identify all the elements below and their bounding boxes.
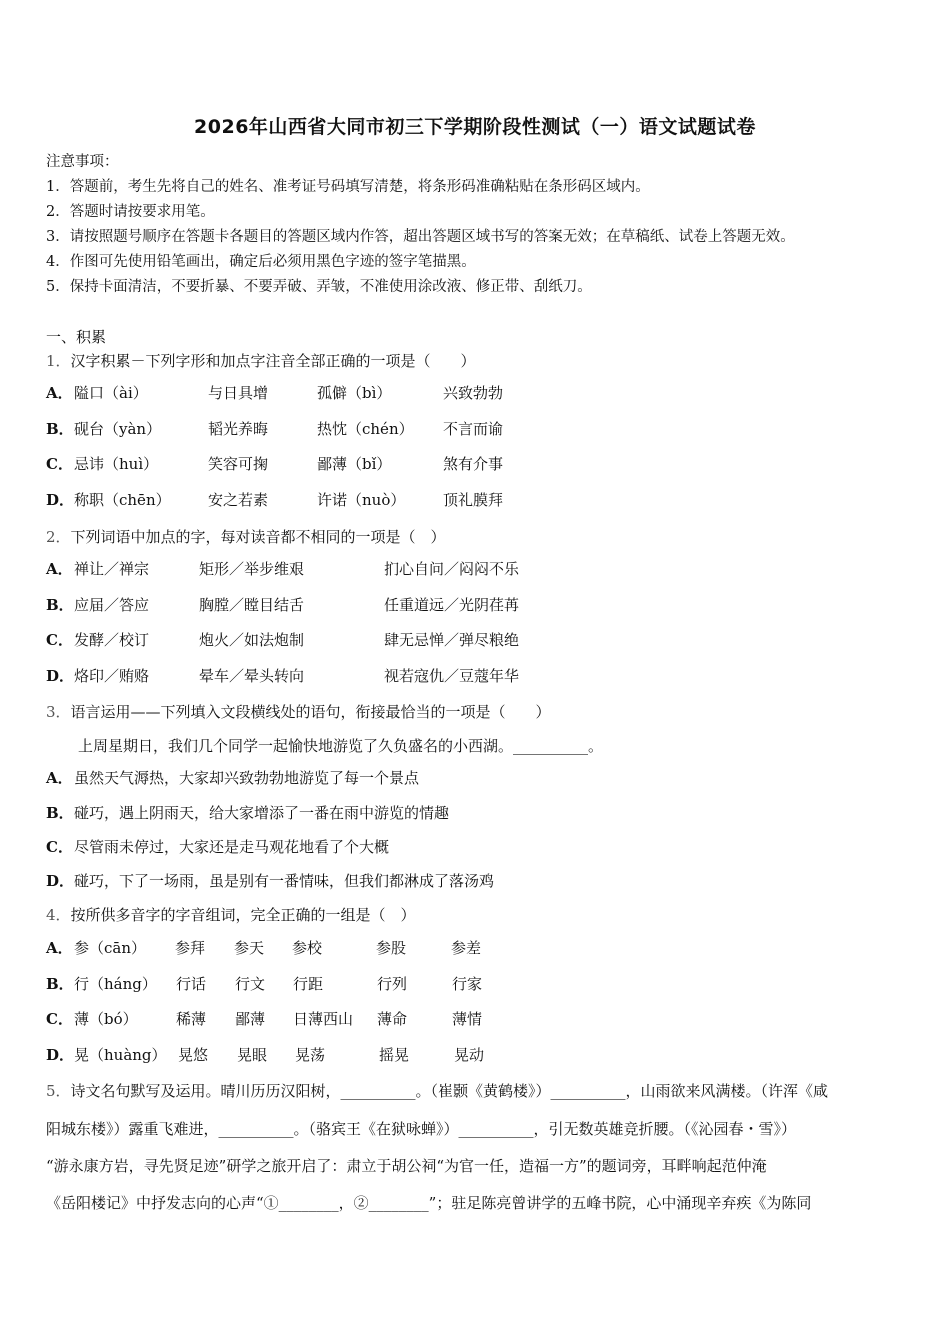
option-cell: 肆无忌惮／弹尽粮绝 xyxy=(384,631,520,649)
note-item: 4．作图可先使用铅笔画出，确定后必须用黑色字迹的签字笔描黑。 xyxy=(46,254,476,270)
option-cell: 扪心自问／闷闷不乐 xyxy=(384,560,520,578)
question-5-line: 《岳阳楼记》中抒发志向的心声“①________，②________”；驻足陈亮曾讲学的五峰书院，心中涌现辛弃疾《为陈同 xyxy=(46,1194,812,1212)
question-number: 2． xyxy=(46,528,71,546)
option-cell: 顶礼膜拜 xyxy=(443,491,504,509)
note-item: 3．请按照题号顺序在答题卡各题目的答题区域内作答，超出答题区域书写的答案无效；在草稿纸、试卷上答题无效。 xyxy=(46,229,795,245)
option-cell: 不言而谕 xyxy=(443,420,504,438)
option-cell: 晃眼 xyxy=(237,1046,268,1064)
option-label: D． xyxy=(46,491,75,509)
option-cell: 鄙薄 xyxy=(235,1010,266,1028)
option-cell: 摇晃 xyxy=(379,1046,410,1064)
question-number: 1． xyxy=(46,352,71,370)
option-label: A． xyxy=(46,939,73,957)
option-cell: 与日具增 xyxy=(208,384,269,402)
question-5-line xyxy=(46,1081,828,1101)
option-label: C． xyxy=(46,1010,73,1028)
option-label: B． xyxy=(46,804,74,822)
option-label: D． xyxy=(46,667,75,685)
option-cell: 韬光养晦 xyxy=(208,420,269,438)
option-cell: 薄（bó） xyxy=(74,1010,138,1028)
option-text: 虽然天气溽热，大家却兴致勃勃地游览了每一个景点 xyxy=(74,769,420,787)
option-label: C． xyxy=(46,838,73,856)
option-cell: 矩形／举步维艰 xyxy=(199,560,305,578)
option-cell: 应届／答应 xyxy=(74,596,150,614)
page-title: 2026年山西省大同市初三下学期阶段性测试（一）语文试题试卷 xyxy=(194,116,756,138)
question-number: 4． xyxy=(46,906,71,924)
option-cell: 参天 xyxy=(234,939,265,957)
option-cell: 晃荡 xyxy=(295,1046,326,1064)
option-cell: 行家 xyxy=(452,975,483,993)
question-text: 按所供多音字的字音组词，完全正确的一组是（ ） xyxy=(70,906,416,924)
option-cell: 胸膛／瞠目结舌 xyxy=(199,596,305,614)
note-item: 5．保持卡面清洁，不要折暴、不要弄破、弄皱，不准使用涂改液、修正带、刮纸刀。 xyxy=(46,279,592,295)
section-heading: 一、积累 xyxy=(46,328,107,346)
option-cell: 笑容可掬 xyxy=(208,455,269,473)
question-2-stem xyxy=(46,527,446,547)
question-number: 3． xyxy=(46,703,71,721)
question-text: 诗文名句默写及运用。晴川历历汉阳树，__________。（崔颢《黄鹤楼》）__________，山雨欲来风满楼。（许浑《咸 xyxy=(70,1082,829,1100)
option-label: C． xyxy=(46,455,73,473)
option-cell: 行（háng） xyxy=(74,975,157,993)
option-label: A． xyxy=(46,769,73,787)
option-cell: 日薄西山 xyxy=(293,1010,354,1028)
question-3-stem xyxy=(46,702,551,722)
option-cell: 鄙薄（bǐ） xyxy=(317,455,392,473)
option-cell: 隘口（ài） xyxy=(74,384,148,402)
option-cell: 炮火／如法炮制 xyxy=(199,631,305,649)
option-label: D． xyxy=(46,1046,75,1064)
option-cell: 禅让／禅宗 xyxy=(74,560,150,578)
question-text: 语言运用——下列填入文段横线处的语句，衔接最恰当的一项是（ ） xyxy=(70,703,551,721)
option-cell: 安之若素 xyxy=(208,491,269,509)
option-cell: 晃悠 xyxy=(178,1046,209,1064)
question-4-stem xyxy=(46,905,416,925)
option-cell: 兴致勃勃 xyxy=(443,384,504,402)
option-cell: 烙印／贿赂 xyxy=(74,667,150,685)
option-label: B． xyxy=(46,975,74,993)
q3-passage: 上周星期日，我们几个同学一起愉快地游览了久负盛名的小西湖。__________。 xyxy=(78,737,604,755)
question-5-line: “游永康方岩，寻先贤足迹”研学之旅开启了：肃立于胡公祠“为官一任，造福一方”的题词旁，耳畔响起范仲淹 xyxy=(46,1157,767,1175)
option-cell: 晕车／晕头转向 xyxy=(199,667,305,685)
option-label: A． xyxy=(46,560,73,578)
option-cell: 参股 xyxy=(376,939,407,957)
option-cell: 行列 xyxy=(377,975,408,993)
option-cell: 孤僻（bì） xyxy=(317,384,392,402)
option-cell: 称职（chēn） xyxy=(74,491,171,509)
option-label: C． xyxy=(46,631,73,649)
option-text: 碰巧，下了一场雨，虽是别有一番情味，但我们都淋成了落汤鸡 xyxy=(74,872,495,890)
option-cell: 晃动 xyxy=(454,1046,485,1064)
option-cell: 参差 xyxy=(451,939,482,957)
option-cell: 发酵／校订 xyxy=(74,631,150,649)
option-label: B． xyxy=(46,420,74,438)
option-cell: 视若寇仇／豆蔻年华 xyxy=(384,667,520,685)
option-cell: 砚台（yàn） xyxy=(74,420,162,438)
note-item: 2．答题时请按要求用笔。 xyxy=(46,204,215,220)
notes-heading: 注意事项： xyxy=(46,154,119,170)
option-cell: 参拜 xyxy=(175,939,206,957)
option-cell: 薄命 xyxy=(377,1010,408,1028)
option-cell: 晃（huàng） xyxy=(74,1046,167,1064)
option-cell: 行话 xyxy=(176,975,207,993)
option-label: B． xyxy=(46,596,74,614)
option-cell: 稀薄 xyxy=(176,1010,207,1028)
option-label: D． xyxy=(46,872,75,890)
option-text: 尽管雨未停过，大家还是走马观花地看了个大概 xyxy=(74,838,390,856)
option-cell: 行文 xyxy=(235,975,266,993)
option-cell: 行距 xyxy=(293,975,324,993)
question-number: 5． xyxy=(46,1082,71,1100)
note-item: 1．答题前，考生先将自己的姓名、准考证号码填写清楚，将条形码准确粘贴在条形码区域内。 xyxy=(46,179,650,195)
option-cell: 忌讳（huì） xyxy=(74,455,159,473)
option-cell: 薄情 xyxy=(452,1010,483,1028)
question-1-stem xyxy=(46,351,476,371)
option-cell: 参（cān） xyxy=(74,939,147,957)
option-cell: 许诺（nuò） xyxy=(317,491,406,509)
option-cell: 热忱（chén） xyxy=(317,420,414,438)
option-cell: 煞有介事 xyxy=(443,455,504,473)
question-text: 下列词语中加点的字，每对读音都不相同的一项是（ ） xyxy=(70,528,446,546)
option-text: 碰巧，遇上阴雨天，给大家增添了一番在雨中游览的情趣 xyxy=(74,804,450,822)
option-cell: 参校 xyxy=(292,939,323,957)
option-cell: 任重道远／光阴荏苒 xyxy=(384,596,520,614)
option-label: A． xyxy=(46,384,73,402)
question-text: 汉字积累－下列字形和加点字注音全部正确的一项是（ ） xyxy=(70,352,476,370)
question-5-line: 阳城东楼》）露重飞难进，__________。（骆宾王《在狱咏蝉》）__________，引无数英雄竞折腰。（《沁园春・雪》） xyxy=(46,1120,797,1138)
